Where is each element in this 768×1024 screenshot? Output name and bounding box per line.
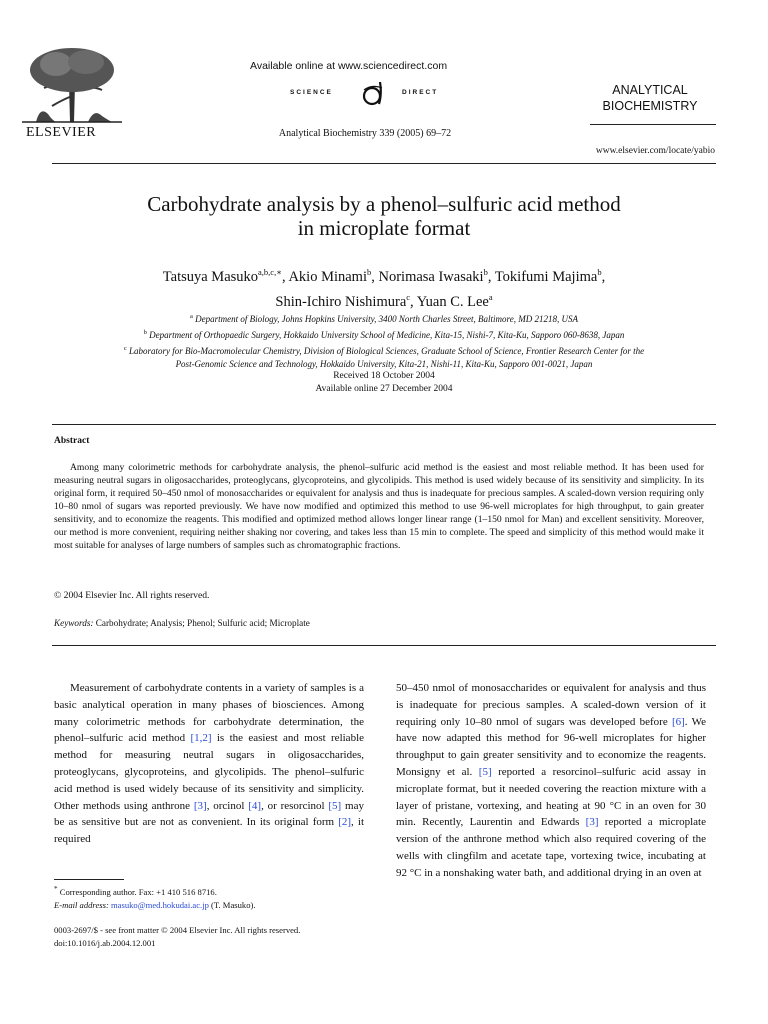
- citation-link[interactable]: [3]: [585, 816, 599, 829]
- author-affil-mark: b: [366, 267, 372, 277]
- author-affil-mark: a,b,c,∗: [258, 267, 282, 277]
- affiliation: $^a$ Department of Biology, Johns Hopkins University, 3400 North Charles Street, Baltimore, MD 21218, USA: [190, 313, 578, 324]
- article-dates: [52, 370, 716, 396]
- front-matter: [54, 924, 384, 950]
- footnote: [54, 883, 374, 912]
- title-line2: in microplate format: [297, 216, 471, 240]
- header-rule: [52, 163, 716, 164]
- abstract-text: Among many colorimetric methods for carbohydrate analysis, the phenol–sulfuric acid method is the easiest and most reliable method. It has been used for measuring neutral sugars in oligosaccharides, proteoglycans, glycoproteins, and glycolipids. This method is used widely because of its sensitivity and simplicity. In its original form, it required 50–450 nmol of monosaccharides or equivalent for analysis and thus is inadequate for precious samples. A scaled-down version requiring only 10–80 nmol of sugars was reported previously. We have now modified and optimized this method to use 96-well microplates for high throughput, to gain greater sensitivity, and to economize the reagents. This modified and optimized method allows longer linear range (1–150 nmol for Man) and excellent sensitivity. Moreover, our method is more convenient, requiring neither shaking nor covering, and takes less than 15 min to complete. The speed and simplicity of this method would make it most suitable for analyses of large numbers of samples such as chromatographic fractions.: [54, 462, 704, 551]
- available-online-text: Available online at www.sciencedirect.com: [250, 60, 448, 72]
- citation-link[interactable]: [1,2]: [190, 732, 212, 745]
- keywords-label: Keywords:: [54, 618, 94, 628]
- citation-link[interactable]: [2]: [338, 816, 352, 829]
- abstract-copyright: © 2004 Elsevier Inc. All rights reserved.: [54, 590, 210, 601]
- journal-brand: [590, 82, 710, 114]
- available-date: Available online 27 December 2004: [315, 384, 453, 394]
- brand-rule: [590, 124, 716, 125]
- citation-link[interactable]: [5]: [478, 765, 492, 778]
- citation-link[interactable]: [3]: [193, 799, 207, 812]
- abstract-heading: Abstract: [54, 436, 90, 446]
- citation-link[interactable]: [6]: [671, 715, 685, 728]
- journal-citation: Analytical Biochemistry 339 (2005) 69–72: [278, 128, 452, 139]
- article-title: [52, 192, 716, 240]
- author-name: Tatsuya Masuko: [162, 268, 259, 285]
- email-suffix: (T. Masuko).: [211, 899, 256, 910]
- affiliation: Post-Genomic Science and Technology, Hokkaido University, Kita-21, Nishi-11, Kita-Ku, Sapporo 001-0021, Japan: [175, 359, 593, 369]
- abstract-top-rule: [52, 424, 716, 425]
- sciencedirect-right: DIRECT: [402, 89, 439, 96]
- email-label: E-mail address:: [54, 899, 109, 910]
- journal-url[interactable]: www.elsevier.com/locate/yabio: [595, 146, 715, 156]
- author-name: Shin-Ichiro Nishimura: [275, 293, 407, 310]
- affiliation: $^b$ Department of Orthopaedic Surgery, Hokkaido University School of Medicine, Kita-15, Nishi-7, Kita-Ku, Sapporo 060-8638, Japan: [143, 329, 625, 340]
- journal-brand-line2: BIOCHEMISTRY: [602, 99, 698, 113]
- citation-link[interactable]: [4]: [248, 799, 262, 812]
- keywords-text: Carbohydrate; Analysis; Phenol; Sulfuric acid; Microplate: [95, 618, 310, 628]
- author-list: Tatsuya Masuko$^{a,b,c,∗}$, Akio Minami$^b$, Norimasa Iwasaki$^b$, Tokifumi Majima$^b$, Shin-Ichiro Nishimura$^c$, Yuan C. Lee$^a$: [162, 267, 606, 310]
- author-name: Akio Minami: [288, 268, 367, 285]
- sciencedirect-left: SCIENCE: [290, 89, 333, 96]
- publisher-name: ELSEVIER: [26, 125, 97, 140]
- doi[interactable]: doi:10.1016/j.ab.2004.12.001: [54, 938, 156, 948]
- author-name: Tokifumi Majima: [494, 268, 598, 285]
- abstract-bottom-rule: [52, 645, 716, 646]
- footnote-star: *: [54, 885, 58, 893]
- sciencedirect-logo: [290, 80, 490, 108]
- author-affil-mark: b: [597, 267, 602, 277]
- front-matter-copyright: 0003-2697/$ - see front matter © 2004 Elsevier Inc. All rights reserved.: [54, 925, 301, 935]
- body-column-right: 50–450 nmol of monosaccharides or equivalent for analysis and thus is inadequate for precious samples. A scaled-down version of it requiring only 10–80 nmol of sugars was developed before [6]. We have now adapted this method for 96-well microplates for higher throughput to gain greater sensitivity and to economize the reagents. Monsigny et al. [5] reported a resorcinol–sulfuric acid assay in microplate format, but it needed covering the reaction mixture with a layer of pristane, vortexing, and heating at 90 °C in an oven for 30 min. Recently, Laurentin and Edwards [3] reported a microplate version of the anthrone method which also required covering of the wells with clingfilm and acetate tape, vortexing twice, incubating at 92 °C in a nonshaking water bath, and additional drying in an oven at: [396, 682, 706, 879]
- affiliation: $^c$ Laboratory for Bio-Macromolecular Chemistry, Division of Biological Sciences, Graduate School of Science, Frontier Research Center for the: [123, 345, 645, 356]
- author-name: Yuan C. Lee: [416, 293, 489, 310]
- sciencedirect-d-icon: [358, 80, 392, 108]
- keywords: [54, 618, 310, 628]
- author-affil-mark: a: [488, 291, 493, 302]
- elsevier-tree-logo: [22, 44, 122, 124]
- received-date: Received 18 October 2004: [333, 371, 435, 381]
- author-name: Norimasa Iwasaki: [378, 268, 484, 285]
- citation-link[interactable]: [5]: [328, 799, 342, 812]
- footnote-rule: [54, 879, 124, 880]
- title-line1: Carbohydrate analysis by a phenol–sulfuric acid method: [147, 192, 621, 216]
- email-link[interactable]: masuko@med.hokudai.ac.jp: [110, 899, 209, 910]
- author-affil-mark: c: [406, 291, 411, 302]
- affiliations: [52, 310, 716, 371]
- journal-brand-line1: ANALYTICAL: [612, 83, 688, 97]
- author-affil-mark: b: [483, 267, 488, 277]
- body-column-left: Measurement of carbohydrate contents in a variety of samples is a basic analytical operation in many phases of biosciences. Among many colorimetric methods for carbohydrate determination, the phenol–sulfuric acid method [1,2] is the easiest and most reliable method for measuring neutral sugars in oligosaccharides, proteoglycans, glycoproteins, and glycolipids. The phenol–sulfuric acid method is used widely because of its sensitivity and simplicity. Other methods using anthrone [3], orcinol [4], or resorcinol [5] may be as sensitive but are not as convenient. In its original form [2], it required: [54, 682, 365, 846]
- corresponding-author: Corresponding author. Fax: +1 410 516 8716.: [59, 886, 217, 897]
